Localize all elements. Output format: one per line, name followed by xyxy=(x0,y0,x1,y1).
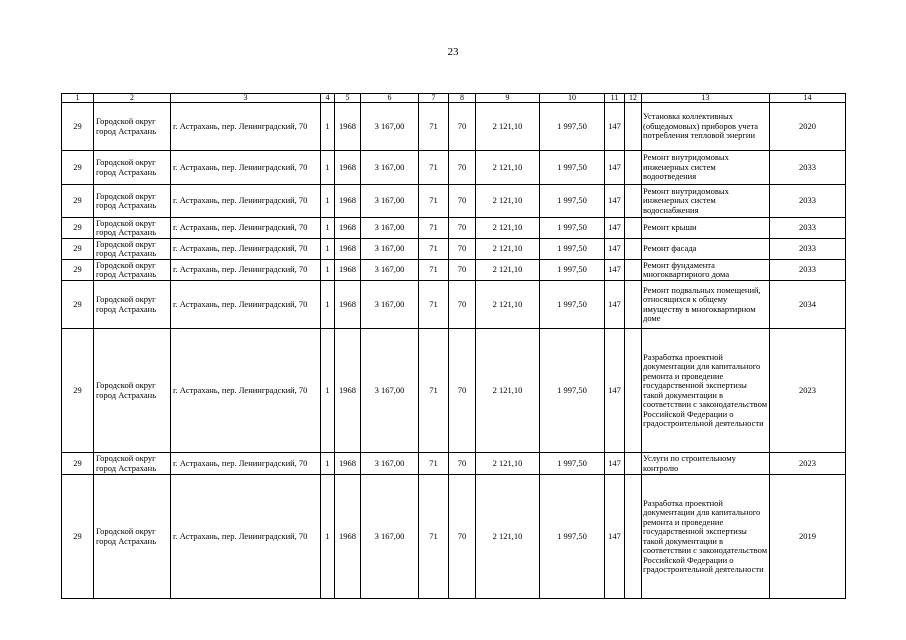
cell-12 xyxy=(625,239,642,260)
residential-area-cell: 1 997,50 xyxy=(540,218,605,239)
residents-count-cell: 147 xyxy=(605,260,625,281)
municipality-cell: Городской округ город Астрахань xyxy=(94,329,171,453)
column-number: 11 xyxy=(605,94,625,103)
table-row xyxy=(62,103,846,151)
buildings-count-cell: 1 xyxy=(321,239,335,260)
table-row xyxy=(62,453,846,475)
municipality-cell: Городской округ город Астрахань xyxy=(94,239,171,260)
planned-year-cell: 2034 xyxy=(770,281,846,329)
row-number-cell: 29 xyxy=(62,475,94,599)
cell-12 xyxy=(625,475,642,599)
work-type-cell: Разработка проектной документации для капитального ремонта и проведение государственной экспертизы такой документации в соответствии с законодательством Российской Федерации о градостроительной деятельности xyxy=(642,475,770,599)
cell-12 xyxy=(625,260,642,281)
table-row xyxy=(62,151,846,185)
column-number: 8 xyxy=(449,94,476,103)
planned-year-cell: 2020 xyxy=(770,103,846,151)
cell-7: 71 xyxy=(419,218,449,239)
municipality-cell: Городской округ город Астрахань xyxy=(94,185,171,218)
table-row xyxy=(62,260,846,281)
address-cell: г. Астрахань, пер. Ленинградский, 70 xyxy=(171,281,321,329)
year-built-cell: 1968 xyxy=(335,218,361,239)
table-row xyxy=(62,281,846,329)
cell-8: 70 xyxy=(449,281,476,329)
cell-7: 71 xyxy=(419,453,449,475)
residential-area-cell: 1 997,50 xyxy=(540,475,605,599)
cell-7: 71 xyxy=(419,260,449,281)
year-built-cell: 1968 xyxy=(335,475,361,599)
address-cell: г. Астрахань, пер. Ленинградский, 70 xyxy=(171,185,321,218)
year-built-cell: 1968 xyxy=(335,329,361,453)
column-number: 12 xyxy=(625,94,642,103)
buildings-count-cell: 1 xyxy=(321,329,335,453)
work-type-cell: Ремонт внутридомовых инженерных систем водоотведения xyxy=(642,151,770,185)
residential-area-cell: 1 997,50 xyxy=(540,151,605,185)
residential-area-cell: 1 997,50 xyxy=(540,185,605,218)
residential-area-cell: 1 997,50 xyxy=(540,329,605,453)
buildings-count-cell: 1 xyxy=(321,453,335,475)
cell-7: 71 xyxy=(419,475,449,599)
buildings-count-cell: 1 xyxy=(321,475,335,599)
row-number-cell: 29 xyxy=(62,218,94,239)
cell-12 xyxy=(625,103,642,151)
total-area-cell: 3 167,00 xyxy=(361,218,419,239)
residents-count-cell: 147 xyxy=(605,239,625,260)
table-row xyxy=(62,239,846,260)
living-area-cell: 2 121,10 xyxy=(476,151,540,185)
residential-area-cell: 1 997,50 xyxy=(540,281,605,329)
cell-7: 71 xyxy=(419,239,449,260)
cell-7: 71 xyxy=(419,281,449,329)
row-number-cell: 29 xyxy=(62,151,94,185)
address-cell: г. Астрахань, пер. Ленинградский, 70 xyxy=(171,260,321,281)
cell-7: 71 xyxy=(419,329,449,453)
cell-8: 70 xyxy=(449,260,476,281)
cell-8: 70 xyxy=(449,475,476,599)
living-area-cell: 2 121,10 xyxy=(476,475,540,599)
column-number: 3 xyxy=(171,94,321,103)
cell-8: 70 xyxy=(449,151,476,185)
living-area-cell: 2 121,10 xyxy=(476,329,540,453)
work-type-cell: Услуги по строительному контролю xyxy=(642,453,770,475)
row-number-cell: 29 xyxy=(62,185,94,218)
planned-year-cell: 2023 xyxy=(770,453,846,475)
cell-8: 70 xyxy=(449,185,476,218)
column-number: 4 xyxy=(321,94,335,103)
year-built-cell: 1968 xyxy=(335,453,361,475)
address-cell: г. Астрахань, пер. Ленинградский, 70 xyxy=(171,453,321,475)
cell-12 xyxy=(625,185,642,218)
residents-count-cell: 147 xyxy=(605,281,625,329)
cell-12 xyxy=(625,281,642,329)
cell-8: 70 xyxy=(449,453,476,475)
living-area-cell: 2 121,10 xyxy=(476,453,540,475)
row-number-cell: 29 xyxy=(62,329,94,453)
address-cell: г. Астрахань, пер. Ленинградский, 70 xyxy=(171,239,321,260)
cell-8: 70 xyxy=(449,239,476,260)
total-area-cell: 3 167,00 xyxy=(361,453,419,475)
living-area-cell: 2 121,10 xyxy=(476,103,540,151)
living-area-cell: 2 121,10 xyxy=(476,218,540,239)
year-built-cell: 1968 xyxy=(335,281,361,329)
planned-year-cell: 2033 xyxy=(770,151,846,185)
municipality-cell: Городской округ город Астрахань xyxy=(94,281,171,329)
residents-count-cell: 147 xyxy=(605,103,625,151)
municipality-cell: Городской округ город Астрахань xyxy=(94,475,171,599)
planned-year-cell: 2033 xyxy=(770,218,846,239)
cell-7: 71 xyxy=(419,151,449,185)
residential-area-cell: 1 997,50 xyxy=(540,260,605,281)
residents-count-cell: 147 xyxy=(605,329,625,453)
column-number: 7 xyxy=(419,94,449,103)
column-number: 2 xyxy=(94,94,171,103)
buildings-count-cell: 1 xyxy=(321,281,335,329)
planned-year-cell: 2019 xyxy=(770,475,846,599)
address-cell: г. Астрахань, пер. Ленинградский, 70 xyxy=(171,103,321,151)
planned-year-cell: 2033 xyxy=(770,260,846,281)
total-area-cell: 3 167,00 xyxy=(361,281,419,329)
cell-7: 71 xyxy=(419,103,449,151)
address-cell: г. Астрахань, пер. Ленинградский, 70 xyxy=(171,475,321,599)
year-built-cell: 1968 xyxy=(335,103,361,151)
work-type-cell: Ремонт крыши xyxy=(642,218,770,239)
year-built-cell: 1968 xyxy=(335,260,361,281)
planned-year-cell: 2033 xyxy=(770,239,846,260)
buildings-count-cell: 1 xyxy=(321,151,335,185)
table-body xyxy=(62,94,846,599)
work-type-cell: Ремонт внутридомовых инженерных систем водоснабжения xyxy=(642,185,770,218)
planned-year-cell: 2023 xyxy=(770,329,846,453)
total-area-cell: 3 167,00 xyxy=(361,185,419,218)
cell-12 xyxy=(625,329,642,453)
residents-count-cell: 147 xyxy=(605,453,625,475)
buildings-count-cell: 1 xyxy=(321,185,335,218)
column-number: 9 xyxy=(476,94,540,103)
living-area-cell: 2 121,10 xyxy=(476,239,540,260)
column-number: 13 xyxy=(642,94,770,103)
municipality-cell: Городской округ город Астрахань xyxy=(94,453,171,475)
cell-12 xyxy=(625,218,642,239)
residents-count-cell: 147 xyxy=(605,185,625,218)
year-built-cell: 1968 xyxy=(335,185,361,218)
work-type-cell: Установка коллективных (общедомовых) приборов учета потребления тепловой энергии xyxy=(642,103,770,151)
living-area-cell: 2 121,10 xyxy=(476,281,540,329)
column-number: 14 xyxy=(770,94,846,103)
row-number-cell: 29 xyxy=(62,239,94,260)
address-cell: г. Астрахань, пер. Ленинградский, 70 xyxy=(171,218,321,239)
cell-7: 71 xyxy=(419,185,449,218)
residents-count-cell: 147 xyxy=(605,218,625,239)
cell-8: 70 xyxy=(449,103,476,151)
total-area-cell: 3 167,00 xyxy=(361,329,419,453)
page-number: 23 xyxy=(447,46,459,58)
total-area-cell: 3 167,00 xyxy=(361,239,419,260)
municipality-cell: Городской округ город Астрахань xyxy=(94,103,171,151)
address-cell: г. Астрахань, пер. Ленинградский, 70 xyxy=(171,329,321,453)
address-cell: г. Астрахань, пер. Ленинградский, 70 xyxy=(171,151,321,185)
total-area-cell: 3 167,00 xyxy=(361,103,419,151)
table-row xyxy=(62,475,846,599)
municipality-cell: Городской округ город Астрахань xyxy=(94,218,171,239)
cell-8: 70 xyxy=(449,218,476,239)
buildings-count-cell: 1 xyxy=(321,218,335,239)
row-number-cell: 29 xyxy=(62,281,94,329)
work-type-cell: Ремонт фасада xyxy=(642,239,770,260)
total-area-cell: 3 167,00 xyxy=(361,151,419,185)
column-number-row xyxy=(62,94,846,103)
row-number-cell: 29 xyxy=(62,453,94,475)
planned-year-cell: 2033 xyxy=(770,185,846,218)
residential-area-cell: 1 997,50 xyxy=(540,453,605,475)
column-number: 1 xyxy=(62,94,94,103)
column-number: 6 xyxy=(361,94,419,103)
living-area-cell: 2 121,10 xyxy=(476,260,540,281)
column-number: 10 xyxy=(540,94,605,103)
residents-count-cell: 147 xyxy=(605,475,625,599)
cell-12 xyxy=(625,453,642,475)
residential-area-cell: 1 997,50 xyxy=(540,103,605,151)
year-built-cell: 1968 xyxy=(335,239,361,260)
capital-repair-table xyxy=(61,93,846,599)
cell-12 xyxy=(625,151,642,185)
cell-8: 70 xyxy=(449,329,476,453)
total-area-cell: 3 167,00 xyxy=(361,260,419,281)
residents-count-cell: 147 xyxy=(605,151,625,185)
work-type-cell: Ремонт фундамента многоквартирного дома xyxy=(642,260,770,281)
municipality-cell: Городской округ город Астрахань xyxy=(94,151,171,185)
row-number-cell: 29 xyxy=(62,103,94,151)
table-row xyxy=(62,329,846,453)
total-area-cell: 3 167,00 xyxy=(361,475,419,599)
row-number-cell: 29 xyxy=(62,260,94,281)
work-type-cell: Разработка проектной документации для капитального ремонта и проведение государственной экспертизы такой документации в соответствии с законодательством Российской Федерации о градостроительной деятельности xyxy=(642,329,770,453)
column-number: 5 xyxy=(335,94,361,103)
work-type-cell: Ремонт подвальных помещений, относящихся к общему имуществу в многоквартирном доме xyxy=(642,281,770,329)
year-built-cell: 1968 xyxy=(335,151,361,185)
residential-area-cell: 1 997,50 xyxy=(540,239,605,260)
municipality-cell: Городской округ город Астрахань xyxy=(94,260,171,281)
buildings-count-cell: 1 xyxy=(321,260,335,281)
table-row xyxy=(62,185,846,218)
table-row xyxy=(62,218,846,239)
buildings-count-cell: 1 xyxy=(321,103,335,151)
living-area-cell: 2 121,10 xyxy=(476,185,540,218)
